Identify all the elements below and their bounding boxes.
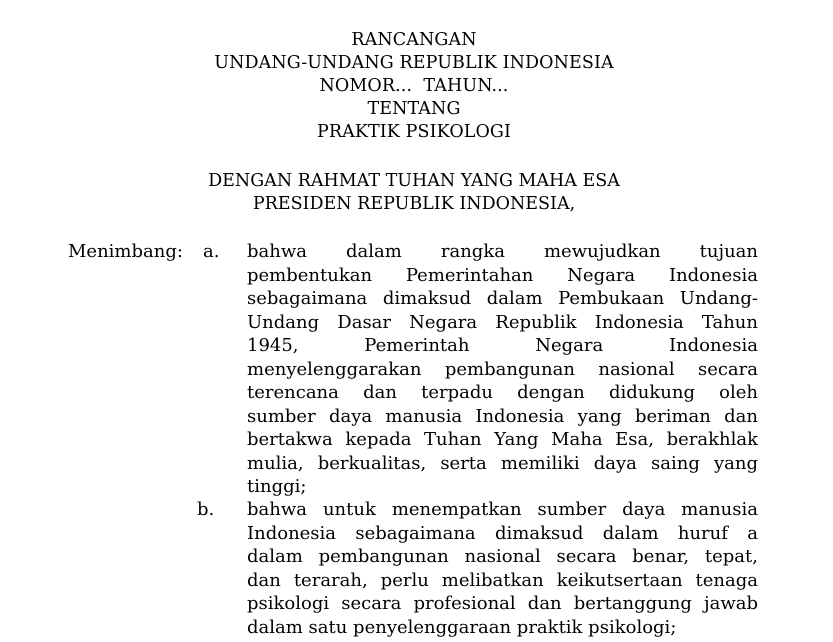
item-a-line: Undang Dasar Negara Republik Indonesia Tahun [247, 311, 758, 333]
item-b-line: dalam pembangunan nasional secara benar, tepat, [247, 546, 758, 567]
item-a-line: menyelenggarakan pembangunan nasional secara [247, 358, 758, 380]
item-marker-b: b. [197, 499, 215, 520]
item-marker-a: a. [203, 241, 220, 262]
considering-label: Menimbang: [68, 241, 183, 262]
title-line-draft: RANCANGAN [351, 30, 477, 50]
item-b-line: dan terarah, perlu melibatkan keikutsertaan tenaga [247, 569, 758, 591]
considering-item-a [247, 240, 758, 499]
item-a-line: sebagaimana dimaksud dalam Pembukaan Undang- [247, 288, 758, 309]
item-b-line: psikologi secara profesional dan bertanggung jawab [247, 593, 758, 614]
item-a-line: terencana dan terpadu dengan didukung oleh [247, 382, 758, 403]
item-a-line: sumber daya manusia Indonesia yang beriman dan [247, 405, 758, 427]
document-title [0, 29, 828, 144]
preamble-line-president: PRESIDEN REPUBLIK INDONESIA, [252, 194, 576, 214]
item-a-line: 1945, Pemerintah Negara Indonesia [247, 335, 758, 356]
item-b-line: dalam satu penyelenggaraan praktik psikologi; [247, 616, 677, 638]
title-line-subject: PRAKTIK PSIKOLOGI [316, 122, 512, 142]
item-a-line: tinggi; [247, 476, 307, 497]
considering-item-b [247, 498, 758, 639]
title-line-law: UNDANG-UNDANG REPUBLIK INDONESIA [214, 53, 614, 73]
item-a-line: pembentukan Pemerintahan Negara Indonesia [247, 264, 758, 286]
item-b-line: Indonesia sebagaimana dimaksud dalam huruf a [247, 522, 758, 544]
item-b-line: bahwa untuk menempatkan sumber daya manusia [247, 499, 758, 520]
item-a-line: bertakwa kepada Tuhan Yang Maha Esa, berakhlak [247, 429, 758, 450]
preamble [0, 170, 828, 216]
item-a-line: mulia, berkualitas, serta memiliki daya saing yang [247, 452, 758, 474]
item-a-line: bahwa dalam rangka mewujudkan tujuan [247, 241, 758, 262]
preamble-line-grace: DENGAN RAHMAT TUHAN YANG MAHA ESA [208, 171, 620, 191]
title-line-number-year: NOMOR... TAHUN... [319, 76, 509, 96]
title-line-about: TENTANG [367, 99, 461, 119]
